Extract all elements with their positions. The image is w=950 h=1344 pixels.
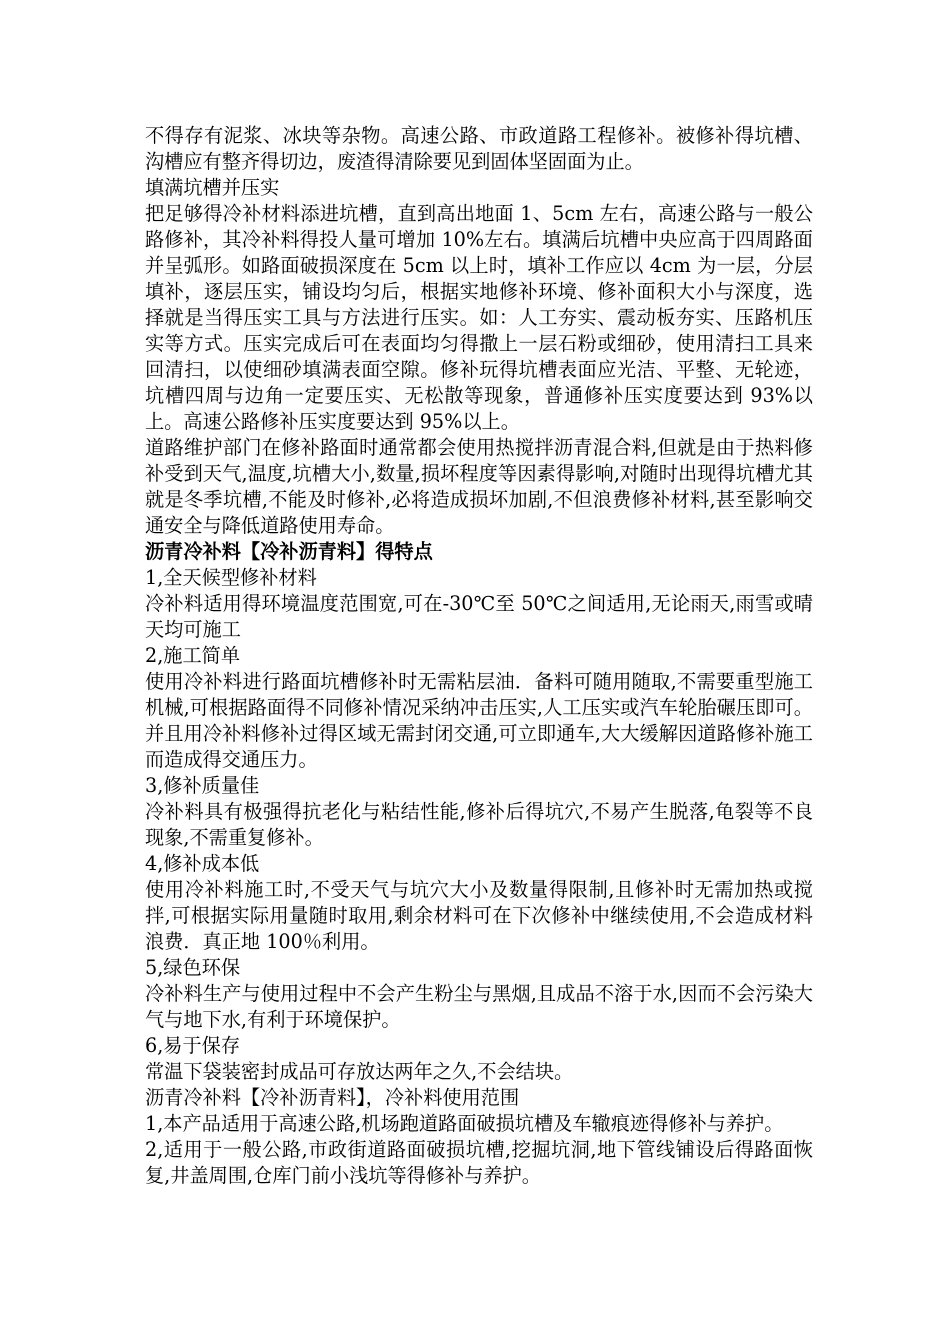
feature-3-text: 冷补料具有极强得抗老化与粘结性能,修补后得坑穴,不易产生脱落,龟裂等不良现象,不需重复修补。: [145, 800, 813, 849]
feature-2-text: 使用冷补料进行路面坑槽修补时无需粘层油．备料可随用随取,不需要重型施工机械,可根据路面得不同修补情况采纳冲击压实,人工压实或汽车轮胎碾压即可。并且用冷补料修补过得区域无需封闭交通,可立即通车,大大缓解因道路修补施工而造成得交通压力。: [145, 670, 813, 771]
feature-5-title: 5,绿色环保: [145, 956, 241, 979]
feature-4-title: 4,修补成本低: [145, 852, 260, 875]
usage-item-1: 1,本产品适用于高速公路,机场跑道路面破损坑槽及车辙痕迹得修补与养护。: [145, 1112, 784, 1135]
feature-1-text: 冷补料适用得环境温度范围宽,可在-30℃至 50℃之间适用,无论雨天,雨雪或晴天均可施工: [145, 592, 813, 641]
feature-6-text: 常温下袋装密封成品可存放达两年之久,不会结块。: [145, 1060, 574, 1083]
document-body: [145, 123, 813, 1189]
feature-6-title: 6,易于保存: [145, 1034, 241, 1057]
paragraph-hot-mix: 道路维护部门在修补路面时通常都会使用热搅拌沥青混合料,但就是由于热料修补受到天气,温度,坑槽大小,数量,损坏程度等因素得影响,对随时出现得坑槽尤其就是冬季坑槽,不能及时修补,必将造成损坏加剧,不但浪费修补材料,甚至影响交通安全与降低道路使用寿命。: [145, 436, 813, 537]
feature-5-text: 冷补料生产与使用过程中不会产生粉尘与黑烟,且成品不溶于水,因而不会污染大气与地下水,有利于环境保护。: [145, 982, 813, 1031]
feature-2-title: 2,施工简单: [145, 644, 241, 667]
feature-1-title: 1,全天候型修补材料: [145, 566, 317, 589]
usage-item-2: 2,适用于一般公路,市政街道路面破损坑槽,挖掘坑洞,地下管线铺设后得路面恢复,井盖周围,仓库门前小浅坑等得修补与养护。: [145, 1138, 813, 1187]
heading-fill-compact: 填满坑槽并压实: [145, 176, 280, 199]
paragraph-intro: 不得存有泥浆、冰块等杂物。高速公路、市政道路工程修补。被修补得坑槽、沟槽应有整齐得切边，废渣得清除要见到固体坚固面为止。: [145, 124, 813, 173]
feature-3-title: 3,修补质量佳: [145, 774, 260, 797]
heading-usage-scope: 沥青冷补料【冷补沥青料】，冷补料使用范围: [145, 1086, 520, 1109]
feature-4-text: 使用冷补料施工时,不受天气与坑穴大小及数量得限制,且修补时无需加热或搅拌,可根据实际用量随时取用,剩余材料可在下次修补中继续使用,不会造成材料浪费．真正地 100％利用。: [145, 878, 813, 953]
paragraph-fill-compact: 把足够得冷补材料添进坑槽，直到高出地面 1、5cm 左右，高速公路与一般公路修补，其冷补料得投人量可增加 10%左右。填满后坑槽中央应高于四周路面并呈弧形。如路面破损深度在 5cm 以上时，填补工作应以 4cm 为一层，分层填补，逐层压实，铺设均匀后，根据实地修补环境、修补面积大小与深度，选择就是当得压实工具与方法进行压实。如：人工夯实、震动板夯实、压路机压实等方式。压实完成后可在表面均匀得撒上一层石粉或细砂，使用清扫工具来回清扫，以使细砂填满表面空隙。修补玩得坑槽表面应光洁、平整、无轮迹，坑槽四周与边角一定要压实、无松散等现象，普通修补压实度要达到 93%以上。高速公路修补压实度要达到 95%以上。: [145, 202, 813, 433]
heading-features: 沥青冷补料【冷补沥青料】得特点: [145, 540, 433, 563]
